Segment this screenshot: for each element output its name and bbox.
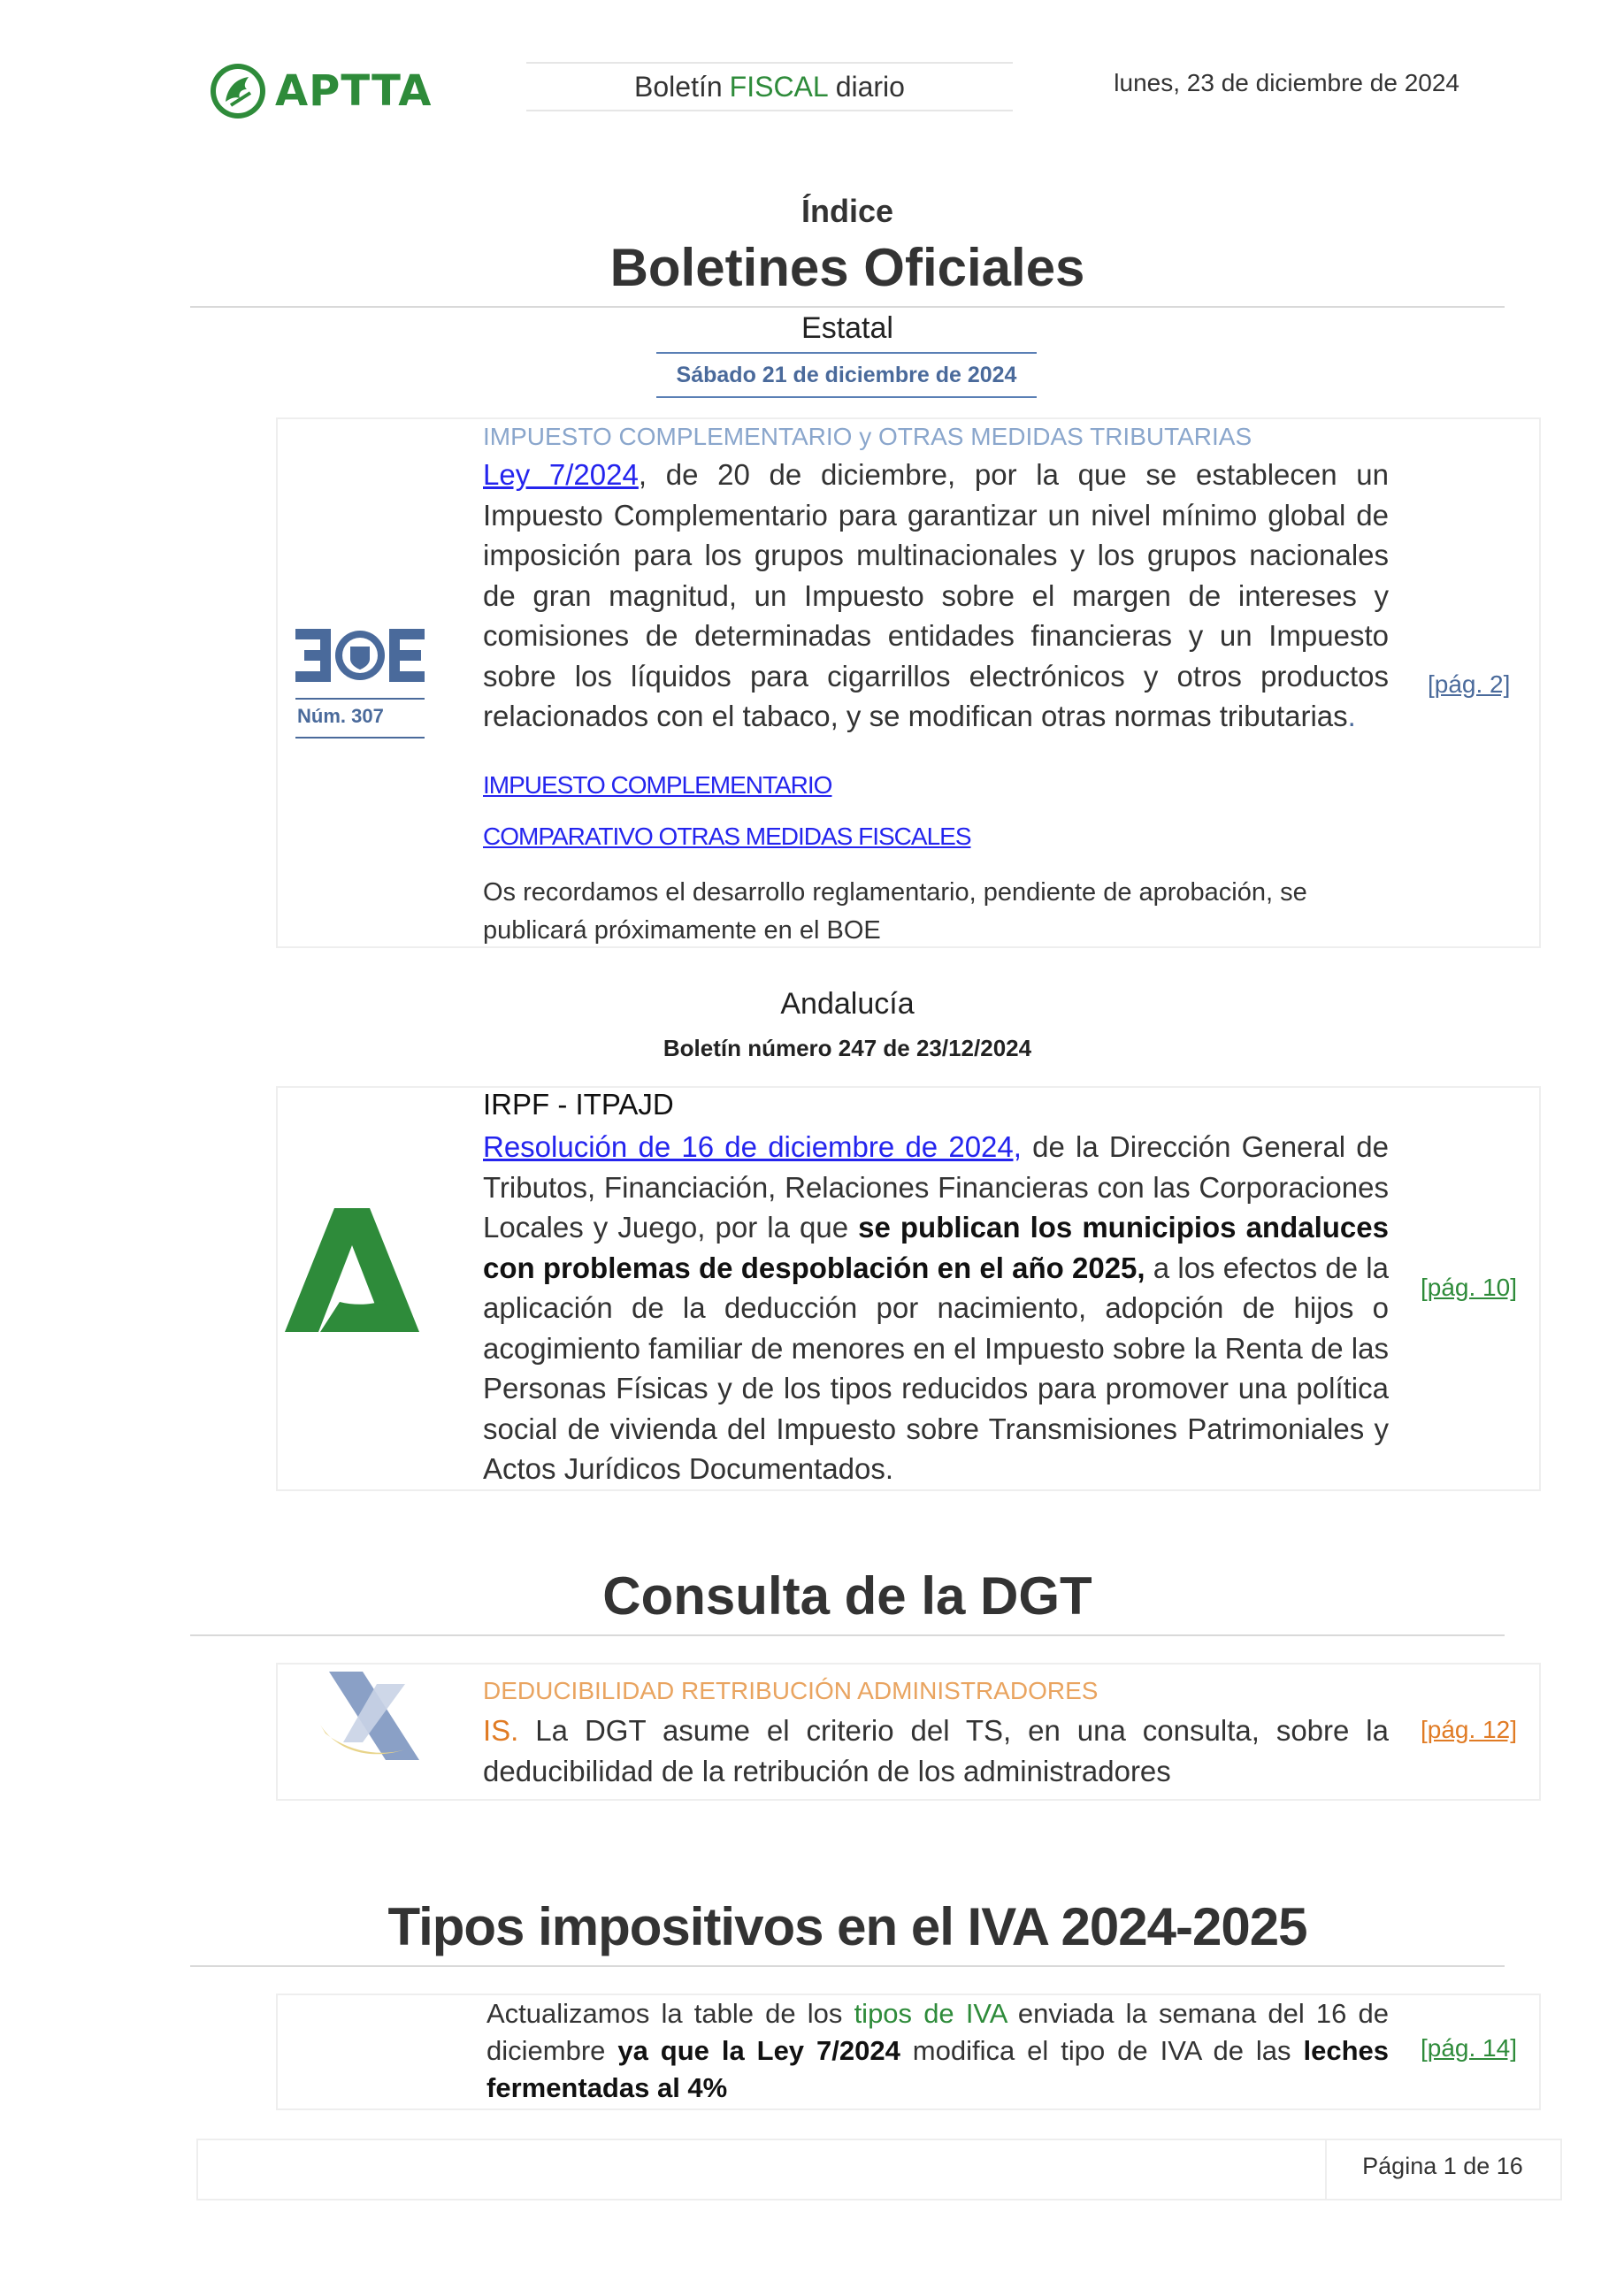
index-heading: Índice (801, 193, 894, 229)
dgt-tag: IS. (483, 1714, 519, 1747)
law-text-end: . (1347, 700, 1356, 732)
andalucia-category: IRPF - ITPAJD (483, 1088, 674, 1121)
estatal-heading: Estatal (801, 311, 893, 345)
iva-text-c: modifica el tipo de IVA de las (900, 2035, 1304, 2066)
andalucia-page-link[interactable]: [pág. 10] (1421, 1274, 1517, 1301)
section-title-dgt: Consulta de la DGT (602, 1566, 1092, 1626)
section-title-boletines: Boletines Oficiales (609, 238, 1085, 297)
boe-number: Núm. 307 (297, 705, 384, 727)
agencia-tributaria-logo-icon (320, 1672, 419, 1760)
dgt-page-link[interactable]: [pág. 12] (1421, 1716, 1517, 1743)
bulletin-title-accent: FISCAL (729, 70, 829, 103)
comparativo-medidas-link[interactable]: COMPARATIVO OTRAS MEDIDAS FISCALES (483, 823, 971, 850)
estatal-note: Os recordamos el desarrollo reglamentario, pendiente de aprobación, se publicará próximamente en el BOE (483, 878, 1307, 945)
andalucia-text-b: a los efectos de la aplicación de la deducción por nacimiento, adopción de hijos o acogimiento familiar de menores en el Impuesto sobre la Renta de las Personas Físicas y de los tipos reducidos para promover una política social de vivienda del Impuesto sobre Transmisiones Patrimoniales y Actos Jurídicos Documentados. (483, 1251, 1389, 1485)
aptta-emblem-icon (208, 61, 268, 121)
boe-logo (295, 624, 425, 740)
ley-7-2024-link[interactable]: Ley 7/2024 (483, 458, 639, 491)
iva-text-bold2: leches fermentadas al 4% (486, 2035, 1390, 2103)
andalucia-bulletin-number: Boletín número 247 de 23/12/2024 (663, 1035, 1032, 1061)
andalucia-paragraph (483, 1127, 1389, 1489)
section-divider (190, 306, 1505, 308)
estatal-page-link[interactable]: [pág. 2] (1428, 670, 1511, 698)
dgt-category: DEDUCIBILIDAD RETRIBUCIÓN ADMINISTRADORES (483, 1677, 1099, 1704)
iva-text-bold1: ya que la Ley 7/2024 (617, 2035, 900, 2066)
aptta-logo (208, 60, 456, 122)
dgt-text: La DGT asume el criterio del TS, en una consulta, sobre la deducibilidad de la retribución de los administradores (483, 1714, 1389, 1787)
estatal-law-paragraph (483, 455, 1389, 737)
boe-divider (295, 698, 425, 700)
iva-paragraph (486, 1995, 1389, 2107)
boe-emblem-icon (295, 624, 425, 685)
bulletin-title-pre: Boletín (634, 70, 723, 103)
estatal-date: Sábado 21 de diciembre de 2024 (656, 352, 1037, 398)
andalucia-text-bold: se publican los municipios andaluces con problemas de despoblación en el año 2025, (483, 1211, 1389, 1284)
dgt-paragraph (483, 1711, 1389, 1791)
estatal-category: IMPUESTO COMPLEMENTARIO y OTRAS MEDIDAS TRIBUTARIAS (483, 423, 1252, 450)
resolucion-link[interactable]: Resolución de 16 de diciembre de 2024, (483, 1130, 1022, 1163)
iva-text-a: Actualizamos la table de los (486, 1998, 854, 2029)
header-date: lunes, 23 de diciembre de 2024 (1114, 69, 1459, 96)
impuesto-complementario-link[interactable]: IMPUESTO COMPLEMENTARIO (483, 771, 832, 799)
bulletin-title (526, 62, 1013, 111)
page-number: Página 1 de 16 (1362, 2153, 1523, 2179)
iva-divider (190, 1965, 1505, 1967)
dgt-divider (190, 1634, 1505, 1636)
iva-text-accent: tipos de IVA (854, 1998, 1007, 2029)
boe-divider-bottom (295, 737, 425, 739)
iva-text-b: enviada la semana del 16 de diciembre (486, 1998, 1390, 2066)
iva-page-link[interactable]: [pág. 14] (1421, 2034, 1517, 2062)
andalucia-heading: Andalucía (780, 987, 915, 1021)
law-text: , de 20 de diciembre, por la que se establecen un Impuesto Complementario para garantizar un nivel mínimo global de imposición para los grupos multinacionales y los grupos nacionales de gran magnitud, un Impuesto sobre el margen de intereses y comisiones de determinadas entidades financieras y un Impuesto sobre los líquidos para cigarrillos electrónicos y otros productos relacionados con el tabaco, y se modifican otras normas tributarias (483, 458, 1389, 732)
section-title-iva: Tipos impositivos en el IVA 2024-2025 (387, 1897, 1307, 1956)
junta-andalucia-logo-icon (285, 1208, 419, 1332)
bulletin-title-post: diario (835, 70, 905, 103)
logo-text: APTTA (275, 66, 433, 116)
andalucia-text-a: de la Dirección General de Tributos, Financiación, Relaciones Financieras con las Corporaciones Locales y Juego, por la que (483, 1130, 1389, 1244)
